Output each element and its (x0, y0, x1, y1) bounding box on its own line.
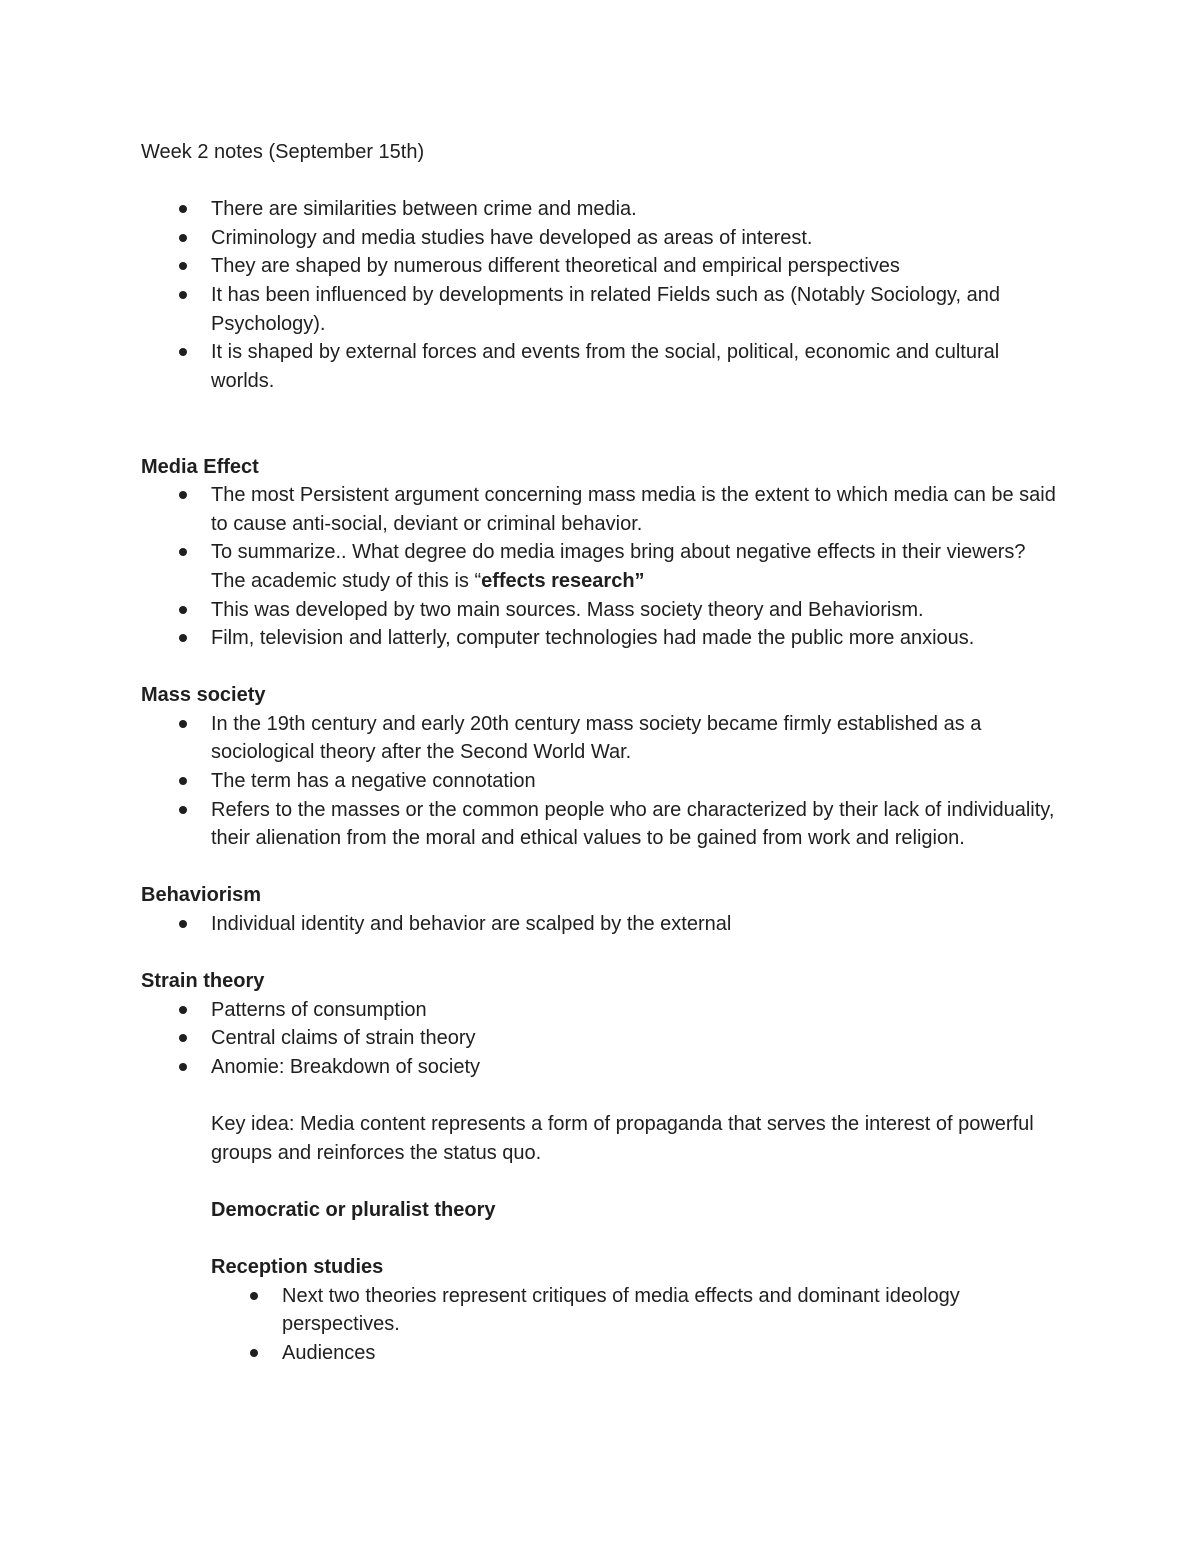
list-item: Criminology and media studies have developed as areas of interest. (211, 224, 1061, 253)
list-item: Audiences (282, 1339, 1061, 1368)
list-item: In the 19th century and early 20th century mass society became firmly established as a sociological theory after the Second World War. (211, 710, 1061, 767)
list-item: They are shaped by numerous different theoretical and empirical perspectives (211, 252, 1061, 281)
list-item: Anomie: Breakdown of society (211, 1053, 1061, 1082)
bullet-icon (179, 606, 187, 614)
reception-list (141, 1282, 1061, 1368)
heading-reception-studies: Reception studies (211, 1256, 384, 1279)
bullet-icon (179, 1034, 187, 1042)
bullet-icon (179, 920, 187, 928)
list-item: To summarize.. What degree do media images bring about negative effects in their viewers? The academic study of this is “effects research” (211, 538, 1061, 595)
spacer (141, 1167, 1061, 1196)
document-title: Week 2 notes (September 15th) (141, 141, 425, 163)
heading-behaviorism: Behaviorism (141, 884, 262, 907)
list-item: Central claims of strain theory (211, 1024, 1061, 1053)
key-idea-paragraph: Key idea: Media content represents a form of propaganda that serves the interest of powerful groups and reinforces the status quo. (211, 1113, 1034, 1164)
behaviorism-list (141, 910, 1061, 939)
bullet-icon (179, 634, 187, 642)
list-item: This was developed by two main sources. Mass society theory and Behaviorism. (211, 596, 1061, 625)
mass-society-list (141, 710, 1061, 853)
document-page (141, 138, 1061, 1368)
list-item: There are similarities between crime and media. (211, 195, 1061, 224)
heading-democratic-theory: Democratic or pluralist theory (211, 1198, 496, 1221)
spacer (141, 1082, 1061, 1111)
media-effect-list (141, 481, 1061, 653)
bullet-icon (179, 291, 187, 299)
bullet-icon (250, 1349, 258, 1357)
spacer (141, 939, 1061, 968)
spacer (141, 653, 1061, 682)
bullet-icon (179, 348, 187, 356)
list-item: It is shaped by external forces and events from the social, political, economic and cultural worlds. (211, 338, 1061, 395)
strain-theory-list (141, 996, 1061, 1082)
list-item: It has been influenced by developments in related Fields such as (Notably Sociology, and Psychology). (211, 281, 1061, 338)
emphasis-text: effects research” (481, 569, 645, 592)
list-item: Next two theories represent critiques of media effects and dominant ideology perspectives. (282, 1282, 1061, 1339)
bullet-icon (250, 1292, 258, 1300)
list-item: Film, television and latterly, computer technologies had made the public more anxious. (211, 624, 1061, 653)
bullet-icon (179, 205, 187, 213)
bullet-icon (179, 777, 187, 785)
bullet-icon (179, 234, 187, 242)
list-item: The term has a negative connotation (211, 767, 1061, 796)
bullet-icon (179, 720, 187, 728)
heading-media-effect: Media Effect (141, 455, 259, 478)
list-item: The most Persistent argument concerning mass media is the extent to which media can be said to cause anti-social, deviant or criminal behavior. (211, 481, 1061, 538)
bullet-icon (179, 548, 187, 556)
spacer (141, 853, 1061, 882)
heading-strain-theory: Strain theory (141, 970, 265, 993)
bullet-icon (179, 491, 187, 499)
bullet-icon (179, 1006, 187, 1014)
bullet-icon (179, 806, 187, 814)
spacer (141, 395, 1061, 452)
heading-mass-society: Mass society (141, 684, 266, 707)
list-item: Refers to the masses or the common people who are characterized by their lack of individuality, their alienation from the moral and ethical values to be gained from work and religion. (211, 796, 1061, 853)
spacer (141, 1225, 1061, 1254)
list-item: Individual identity and behavior are scalped by the external (211, 910, 1061, 939)
intro-list (141, 195, 1061, 395)
bullet-icon (179, 262, 187, 270)
bullet-icon (179, 1063, 187, 1071)
list-item: Patterns of consumption (211, 996, 1061, 1025)
